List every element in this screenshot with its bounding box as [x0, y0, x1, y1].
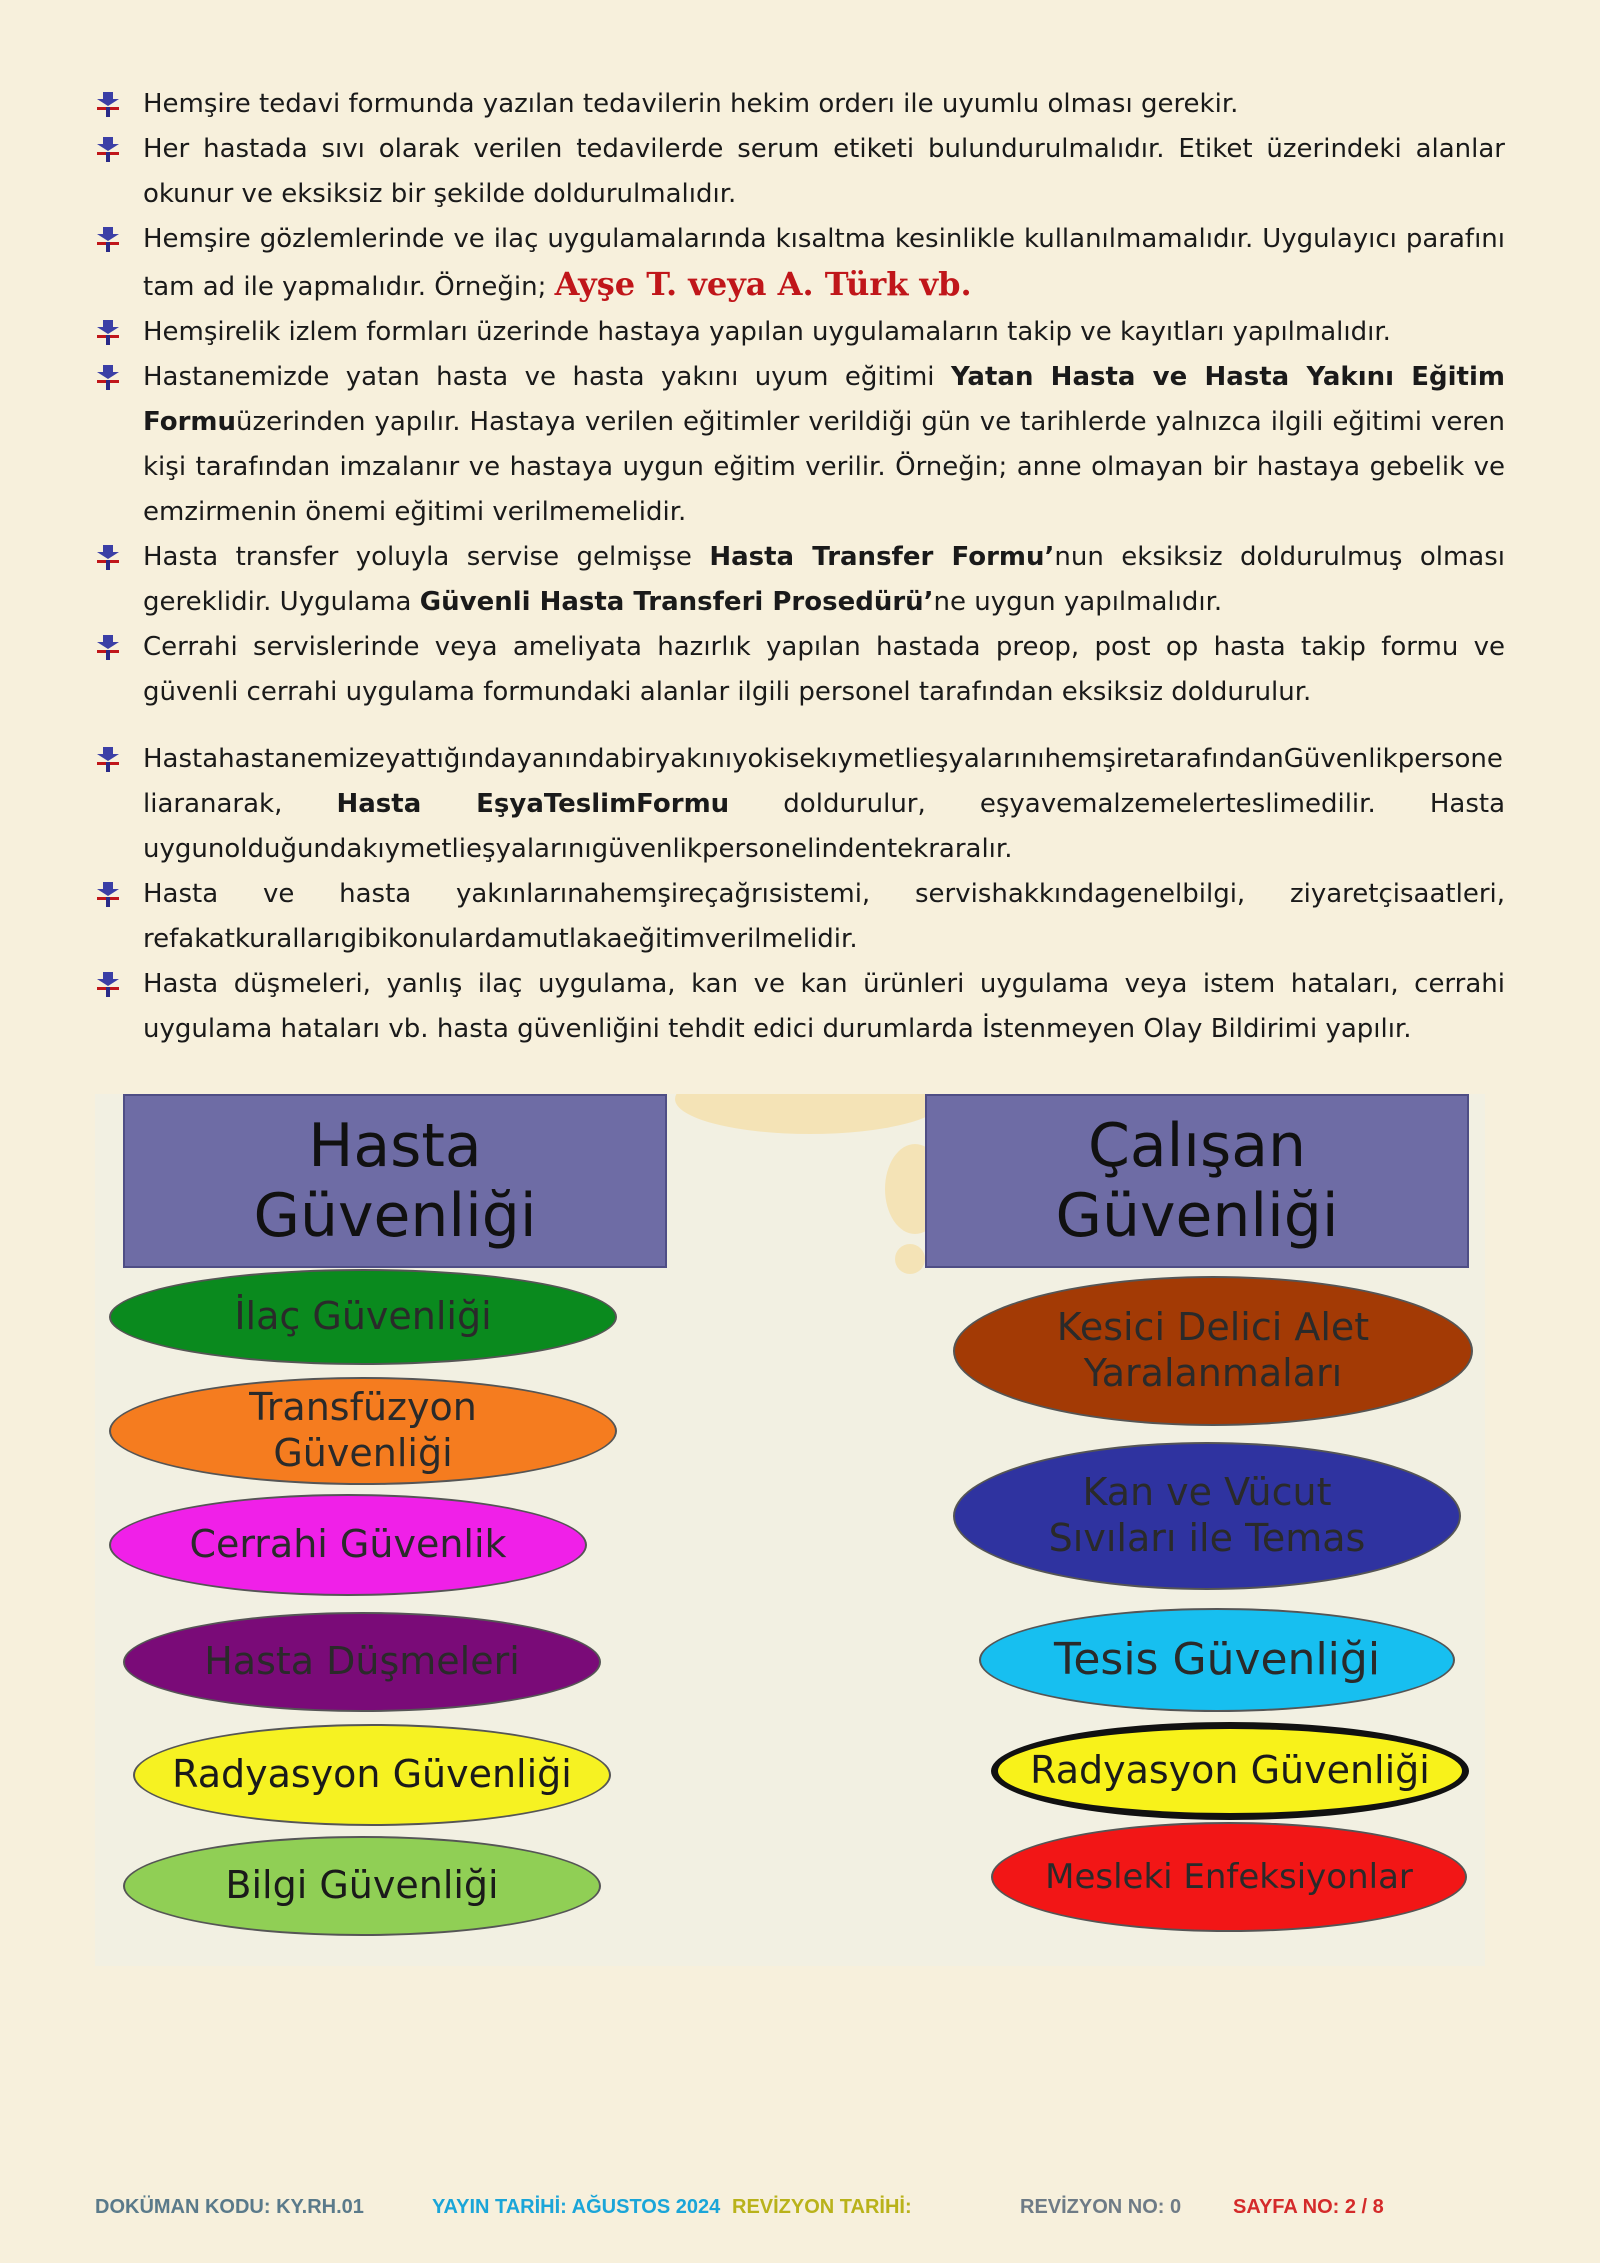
list-item — [95, 737, 1505, 872]
form-name: Yatan Hasta ve Hasta Yakını Eğitim Formu — [143, 362, 1505, 437]
list-item-text: Hastanemizde yatan hasta ve hasta yakını uyum eğitimi — [143, 362, 951, 392]
list-item-text: Hasta transfer yoluyla servise gelmişse — [143, 542, 710, 572]
list-item-text: doldurulur, eşyavemalzemelerteslimedilir. Hasta uygunolduğundakıymetlieşyalarınıgüvenlikpersonelindentekraralır. — [143, 789, 1506, 864]
list-item-text: Hemşirelik izlem formları üzerinde hastaya yapılan uygulamaların takip ve kayıtları yapılmalıdır. — [143, 317, 1391, 347]
signature-example: Ayşe T. veya A. Türk vb. — [554, 265, 972, 303]
arrow-bullet-icon — [95, 633, 121, 661]
list-item — [95, 535, 1505, 625]
safety-diagram — [95, 1094, 1485, 1966]
patient-safety-header: Hasta Güvenliği — [123, 1094, 667, 1268]
right-item-0: Kesici Delici Alet Yaralanmaları — [953, 1276, 1473, 1426]
left-item-5: Bilgi Güvenliği — [123, 1836, 601, 1936]
list-item-text: Hasta düşmeleri, yanlış ilaç uygulama, kan ve kan ürünleri uygulama veya istem hataları, cerrahi uygulama hataları vb. hasta güvenliğini tehdit edici durumlarda İstenmeyen Olay Bildirimi yapılır. — [143, 969, 1505, 1044]
list-item-text: Hemşire tedavi formunda yazılan tedavilerin hekim orderı ile uyumlu olması gerekir. — [143, 89, 1239, 119]
employee-safety-header: Çalışan Güvenliği — [925, 1094, 1469, 1268]
right-item-2: Tesis Güvenliği — [979, 1608, 1455, 1712]
publication-date: YAYIN TARİHİ: AĞUSTOS 2024 — [432, 2196, 721, 2218]
arrow-bullet-icon — [95, 745, 121, 773]
revision-number: REVİZYON NO: 0 — [1020, 2196, 1182, 2218]
list-item-text: Hasta ve hasta yakınlarınahemşireçağrısistemi, servishakkındagenelbilgi, ziyaretçisaatleri, refakatkurallarıgibikonulardamutlakaeğitimverilmelidir. — [143, 879, 1505, 954]
spacer — [95, 715, 1505, 737]
arrow-bullet-icon — [95, 880, 121, 908]
arrow-bullet-icon — [95, 970, 121, 998]
right-item-3: Radyasyon Güvenliği — [991, 1722, 1469, 1820]
guideline-list — [95, 82, 1505, 1052]
list-item-text: ne uygun yapılmalıdır. — [933, 587, 1223, 617]
right-item-4: Mesleki Enfeksiyonlar — [991, 1822, 1467, 1932]
list-item — [95, 310, 1505, 355]
decorative-blob — [675, 1094, 945, 1134]
list-item-text: HastahastanemizeyattığındayanındabiryakınıyokisekıymetlieşyalarınıhemşiretarafındanGüvenlikpersone liaranarak, — [143, 744, 1503, 819]
list-item-text: Cerrahi servislerinde veya ameliyata hazırlık yapılan hastada preop, post op hasta takip formu ve güvenli cerrahi uygulama formundaki alanlar ilgili personel tarafından eksiksiz doldurulur. — [143, 632, 1505, 707]
arrow-bullet-icon — [95, 135, 121, 163]
list-item — [95, 82, 1505, 127]
right-item-1: Kan ve Vücut Sıvıları ile Temas — [953, 1442, 1461, 1590]
decorative-blob — [895, 1244, 925, 1274]
left-item-3: Hasta Düşmeleri — [123, 1612, 601, 1712]
list-item — [95, 962, 1505, 1052]
list-item — [95, 872, 1505, 962]
arrow-bullet-icon — [95, 543, 121, 571]
list-item — [95, 217, 1505, 310]
form-name: Hasta Transfer Formu’ — [709, 542, 1055, 572]
left-item-2: Cerrahi Güvenlik — [109, 1494, 587, 1596]
list-item — [95, 127, 1505, 217]
list-item — [95, 625, 1505, 715]
procedure-name: Güvenli Hasta Transferi Prosedürü’ — [419, 587, 934, 617]
list-item — [95, 355, 1505, 535]
arrow-bullet-icon — [95, 363, 121, 391]
form-name: Hasta EşyaTeslimFormu — [336, 789, 730, 819]
list-item-text: Hemşire gözlemlerinde ve ilaç uygulamalarında kısaltma kesinlikle kullanılmamalıdır. Uygulayıcı parafını tam ad ile yapmalıdır. Örneğin; — [143, 224, 1505, 302]
document-body — [95, 82, 1505, 1052]
page-number: SAYFA NO: 2 / 8 — [1233, 2196, 1384, 2218]
list-item-text: üzerinden yapılır. Hastaya verilen eğitimler verildiği gün ve tarihlerde yalnızca ilgili eğitimi veren kişi tarafından imzalanır ve hastaya uygun eğitim verilir. Örneğin; anne olmayan bir hastaya gebelik ve emzirmenin önemi eğitimi verilmemelidir. — [143, 407, 1505, 527]
revision-date: REVİZYON TARİHİ: — [732, 2196, 912, 2218]
arrow-bullet-icon — [95, 318, 121, 346]
arrow-bullet-icon — [95, 225, 121, 253]
left-item-4: Radyasyon Güvenliği — [133, 1724, 611, 1826]
arrow-bullet-icon — [95, 90, 121, 118]
left-item-1: Transfüzyon Güvenliği — [109, 1377, 617, 1485]
list-item-text: nun eksiksiz doldurulmuş olması gereklidir. Uygulama — [143, 542, 1505, 617]
list-item-text: Her hastada sıvı olarak verilen tedavilerde serum etiketi bulundurulmalıdır. Etiket üzerindeki alanlar okunur ve eksiksiz bir şekilde doldurulmalıdır. — [143, 134, 1505, 209]
document-code: DOKÜMAN KODU: KY.RH.01 — [95, 2196, 364, 2218]
left-item-0: İlaç Güvenliği — [109, 1269, 617, 1365]
